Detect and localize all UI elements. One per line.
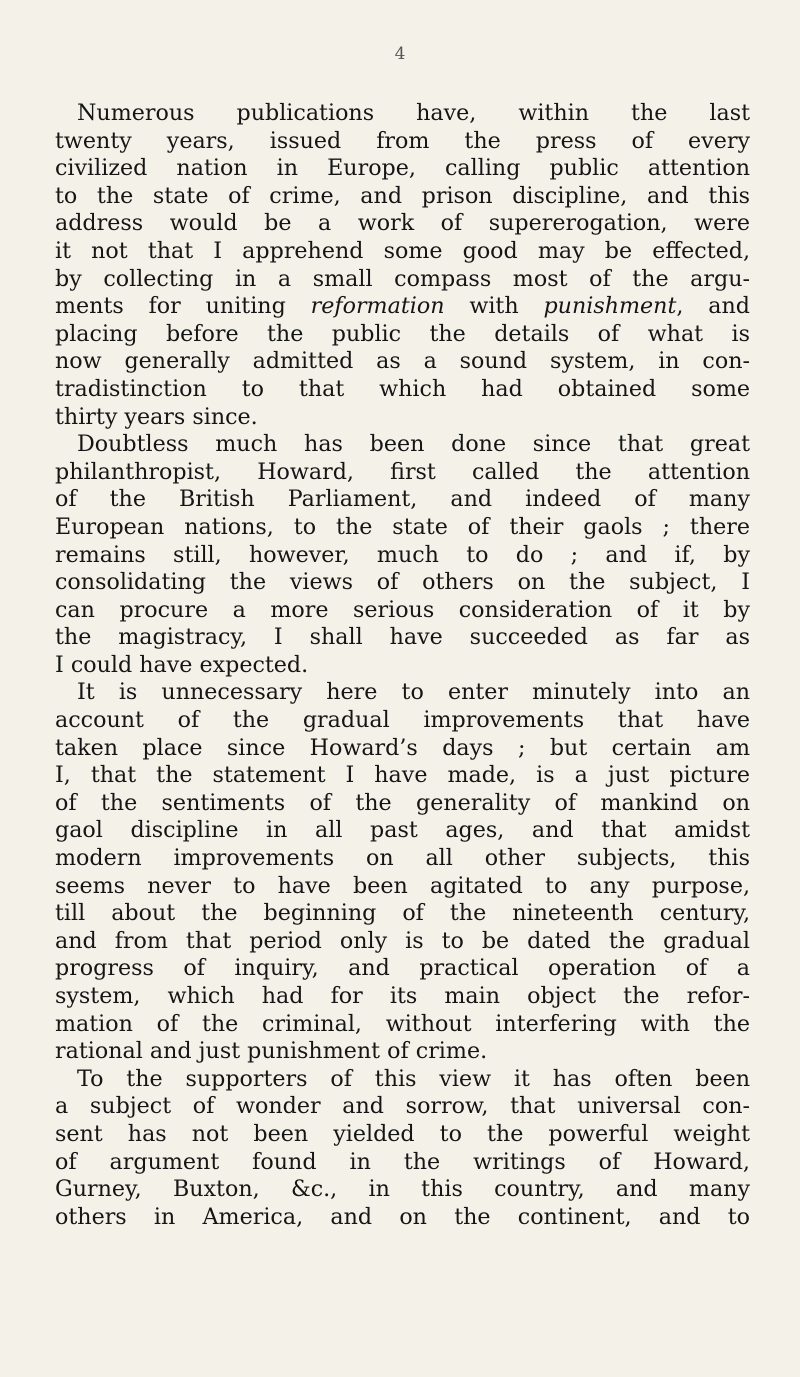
text-line: sent has not been yielded to the powerful weight (55, 1120, 750, 1147)
text-fragment: ments for uniting (55, 293, 311, 320)
text-line: taken place since Howard’s days ; but certain am (55, 734, 750, 761)
page-number: 4 (394, 44, 406, 64)
text-line: address would be a work of supererogation, were (55, 210, 750, 237)
text-line: placing before the public the details of what is (55, 320, 750, 347)
text-line: it not that I apprehend some good may be effected, (55, 237, 750, 264)
text-line: others in America, and on the continent, and to (55, 1203, 750, 1230)
emphasis-reformation: reformation (310, 293, 445, 320)
text-line: Gurney, Buxton, &c., in this country, and many (55, 1176, 750, 1203)
text-line: mation of the criminal, without interfering with the (55, 1010, 750, 1037)
text-line: consolidating the views of others on the subject, I (55, 569, 750, 596)
text-line: twenty years, issued from the press of every (55, 127, 750, 154)
text-line: system, which had for its main object the refor- (55, 983, 750, 1009)
text-line: It is unnecessary here to enter minutely into an (77, 679, 750, 706)
emphasis-punishment: punishment (543, 293, 677, 320)
text-line: till about the beginning of the nineteenth century, (55, 900, 750, 927)
text-line: tradistinction to that which had obtained some (55, 375, 750, 402)
text-line: modern improvements on all other subjects, this (55, 845, 750, 872)
text-line: of argument found in the writings of Howard, (55, 1148, 750, 1175)
text-line: civilized nation in Europe, calling public attention (55, 155, 750, 182)
text-line: I could have expected. (55, 651, 309, 678)
text-line: of the sentiments of the generality of mankind on (55, 789, 750, 816)
text-line-with-emphasis (55, 293, 750, 321)
text-line: To the supporters of this view it has often been (77, 1065, 750, 1092)
text-line: the magistracy, I shall have succeeded as far as (55, 624, 750, 651)
text-line: to the state of crime, and prison discipline, and this (55, 182, 750, 209)
text-line: by collecting in a small compass most of the argu- (55, 265, 750, 292)
text-line: seems never to have been agitated to any purpose, (55, 872, 750, 899)
text-line: European nations, to the state of their gaols ; there (55, 513, 750, 540)
text-line: can procure a more serious consideration of it by (55, 596, 750, 623)
text-line: philanthropist, Howard, first called the attention (55, 458, 750, 485)
text-line: now generally admitted as a sound system, in con- (55, 348, 750, 375)
text-line: Numerous publications have, within the last (77, 100, 750, 126)
text-line: I, that the statement I have made, is a just picture (55, 762, 750, 789)
text-line: gaol discipline in all past ages, and that amidst (55, 817, 750, 844)
text-line: a subject of wonder and sorrow, that universal con- (55, 1093, 750, 1120)
text-line: thirty years since. (55, 403, 258, 430)
text-fragment: with (444, 293, 544, 320)
text-line: rational and just punishment of crime. (55, 1038, 488, 1065)
text-line: progress of inquiry, and practical operation of a (55, 955, 750, 982)
text-fragment: , and (676, 293, 751, 320)
body-text (55, 100, 750, 1231)
text-line: remains still, however, much to do ; and if, by (55, 541, 750, 568)
text-line: and from that period only is to be dated the gradual (55, 927, 750, 954)
text-line: of the British Parliament, and indeed of many (55, 486, 750, 513)
text-line: Doubtless much has been done since that great (77, 431, 750, 458)
text-line: account of the gradual improvements that have (55, 707, 750, 734)
